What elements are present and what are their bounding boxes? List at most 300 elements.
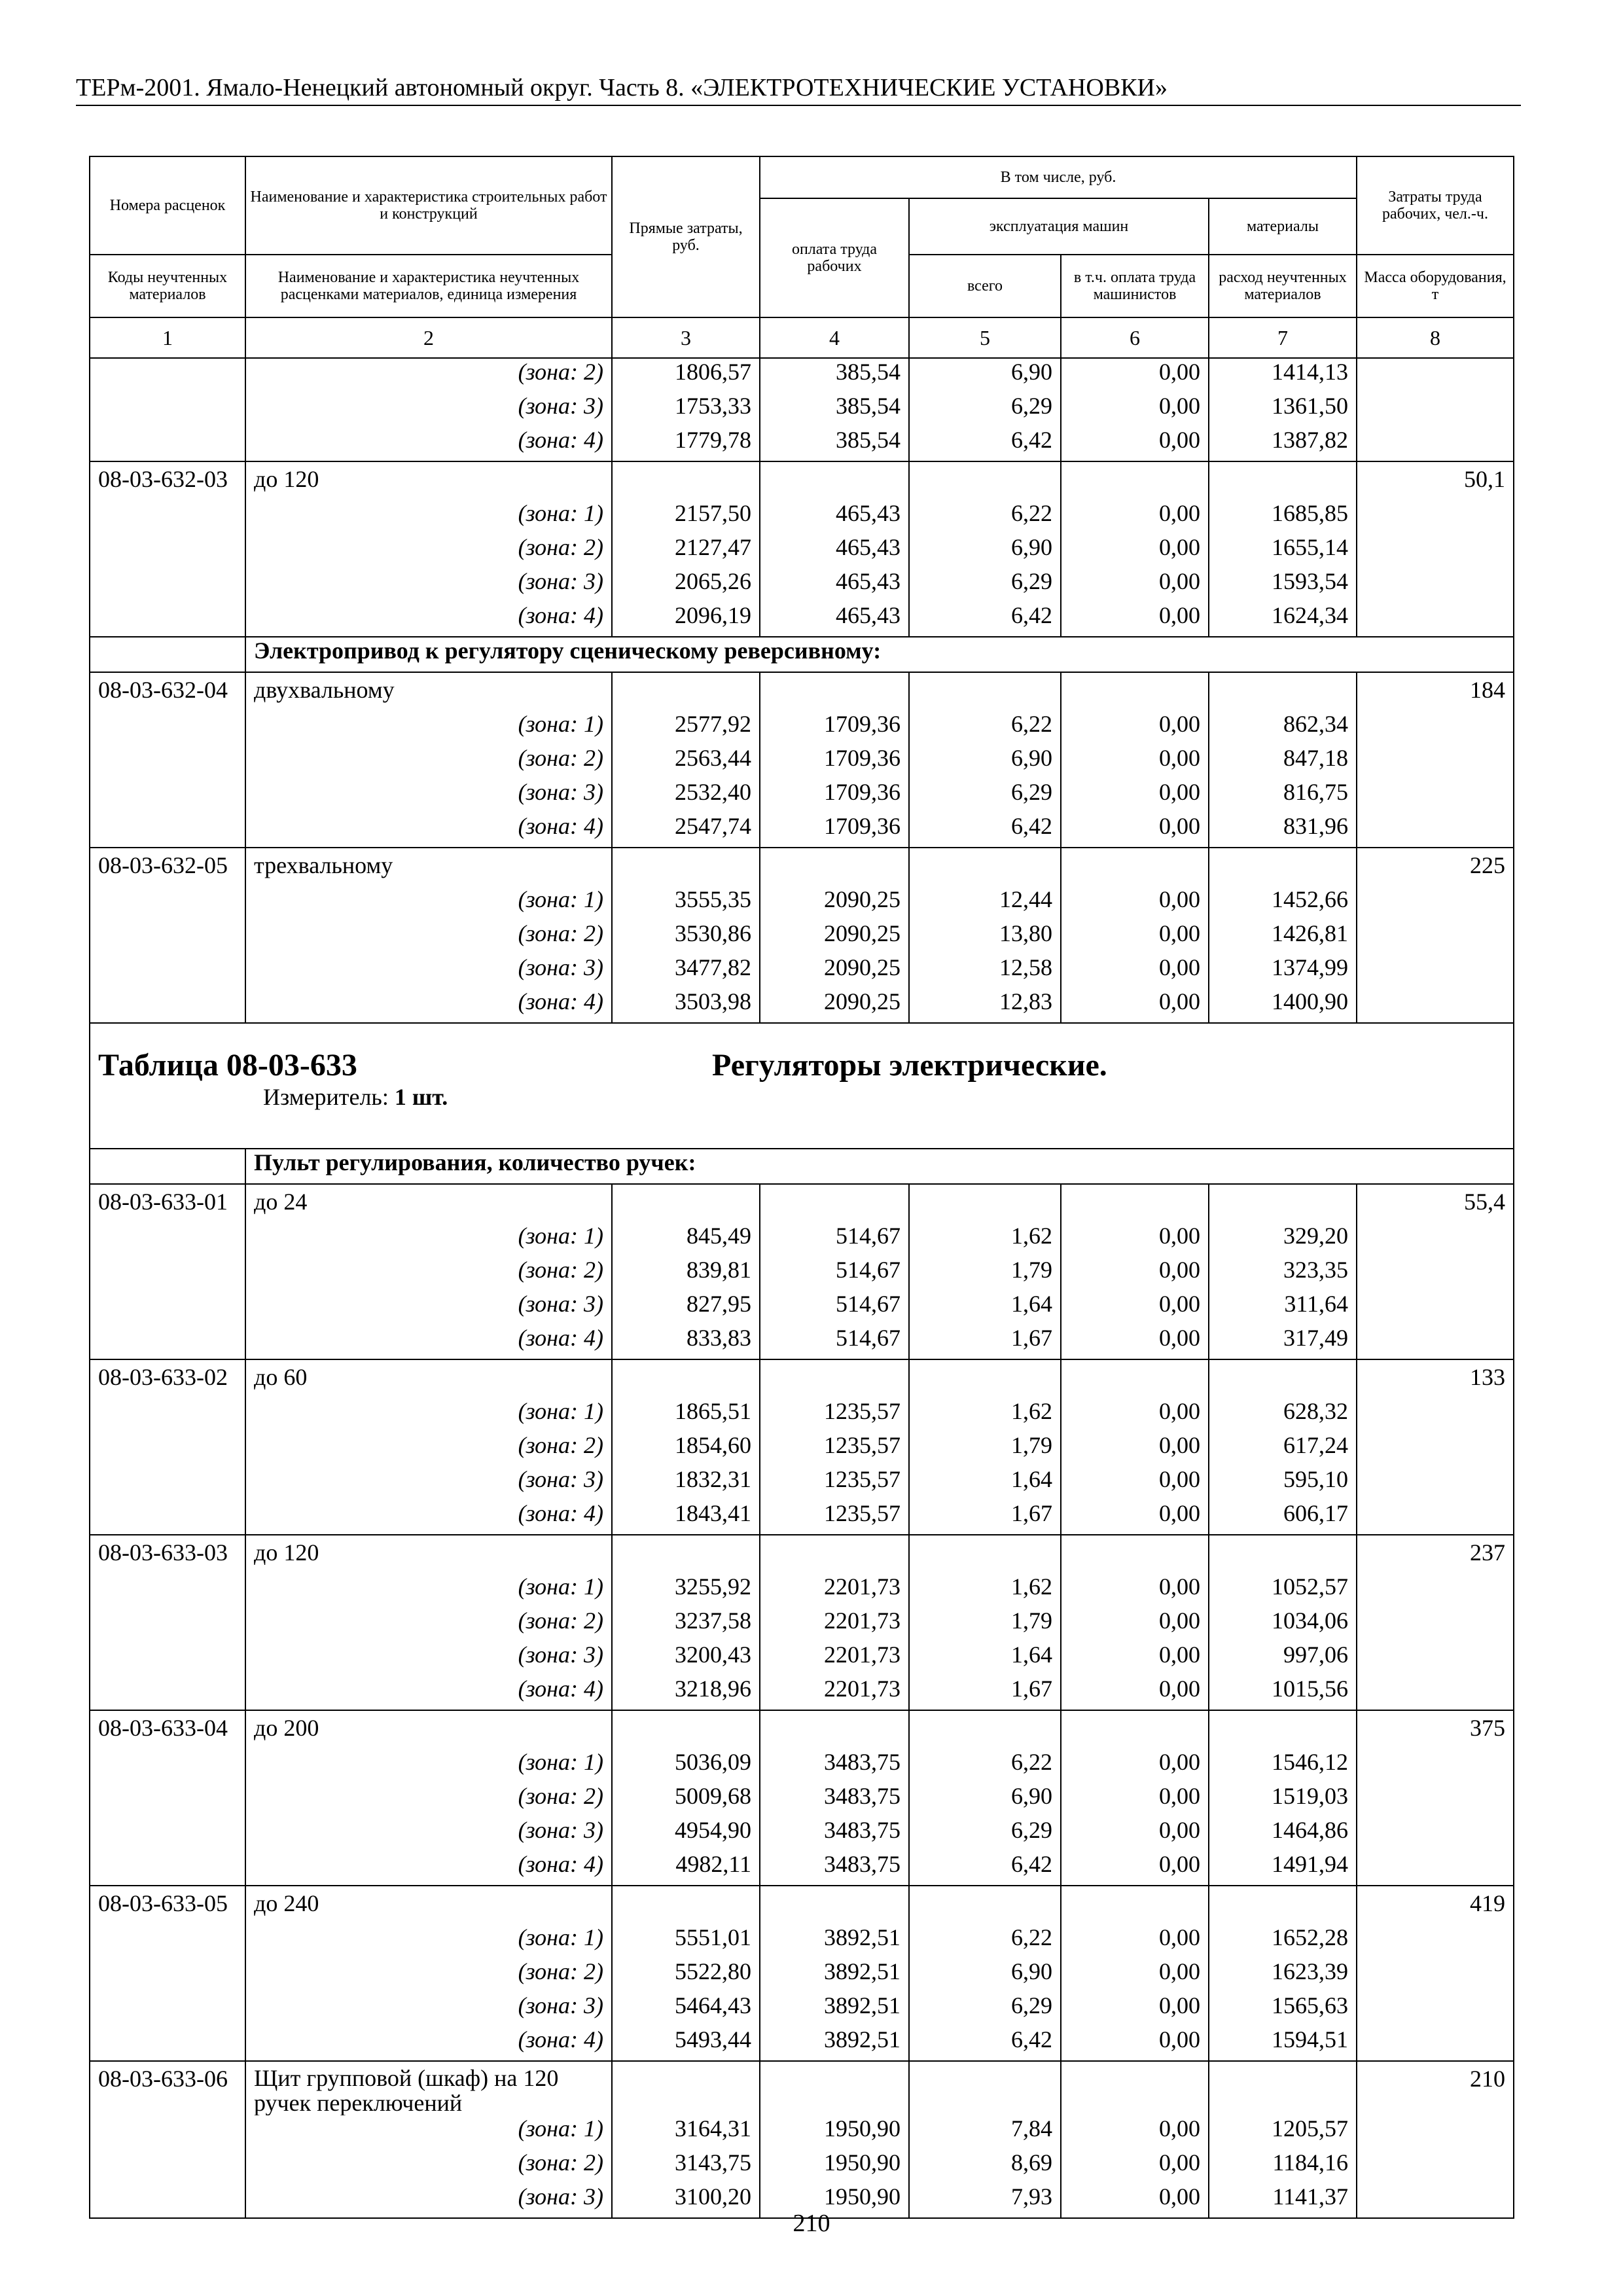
direct-costs-cell: 3237,58: [612, 1607, 760, 1641]
header-labor-pay: оплата труда рабочих: [760, 198, 909, 317]
code-cell: [90, 637, 245, 672]
machinists-pay-cell: 0,00: [1061, 1466, 1209, 1500]
code-cell: [90, 534, 245, 568]
table-body: [90, 358, 1514, 2218]
materials-cell: 1426,81: [1209, 920, 1357, 954]
materials-cell: 1052,57: [1209, 1573, 1357, 1607]
labor-hours-cell: [1357, 886, 1514, 920]
labor-pay-cell: 2201,73: [760, 1573, 909, 1607]
machines-total-cell: 6,42: [909, 1851, 1061, 1886]
zone-row: [90, 568, 1514, 602]
zone-label: (зона: 4): [245, 427, 612, 461]
zone-row: [90, 2149, 1514, 2183]
code-cell: [90, 886, 245, 920]
empty-cell: [1061, 1184, 1209, 1223]
zone-row: [90, 711, 1514, 745]
machinists-pay-cell: 0,00: [1061, 2183, 1209, 2218]
zone-row: [90, 745, 1514, 779]
meter-value: 1 шт.: [394, 1084, 448, 1110]
rate-row: [90, 848, 1514, 886]
page-header: ТЕРм-2001. Ямало-Ненецкий автономный округ. Часть 8. «ЭЛЕКТРОТЕХНИЧЕСКИЕ УСТАНОВКИ»: [76, 73, 1521, 106]
rate-code: 08-03-633-04: [90, 1710, 245, 1749]
table-title-row: [90, 1023, 1514, 1149]
code-cell: [90, 1149, 245, 1184]
labor-hours-cell: [1357, 534, 1514, 568]
machines-total-cell: 13,80: [909, 920, 1061, 954]
direct-costs-cell: 5522,80: [612, 1958, 760, 1992]
zone-row: [90, 2026, 1514, 2061]
materials-cell: 1015,56: [1209, 1676, 1357, 1710]
machinists-pay-cell: 0,00: [1061, 2026, 1209, 2061]
empty-cell: [1061, 848, 1209, 886]
rate-code: 08-03-632-05: [90, 848, 245, 886]
empty-cell: [909, 1535, 1061, 1573]
table-name: Регуляторы электрические.: [712, 1048, 1107, 1083]
code-cell: [90, 1641, 245, 1676]
machines-total-cell: 1,67: [909, 1500, 1061, 1535]
machines-total-cell: 7,84: [909, 2115, 1061, 2149]
direct-costs-cell: 2065,26: [612, 568, 760, 602]
machinists-pay-cell: 0,00: [1061, 711, 1209, 745]
empty-cell: [760, 1359, 909, 1398]
materials-cell: 831,96: [1209, 813, 1357, 848]
rate-description: до 24: [245, 1184, 612, 1223]
materials-cell: 1141,37: [1209, 2183, 1357, 2218]
zone-row: [90, 1325, 1514, 1359]
labor-pay-cell: 2090,25: [760, 920, 909, 954]
meter-label: Измеритель:: [263, 1084, 389, 1110]
zone-label: (зона: 1): [245, 500, 612, 534]
direct-costs-cell: 1753,33: [612, 393, 760, 427]
labor-hours-cell: [1357, 1958, 1514, 1992]
zone-row: [90, 534, 1514, 568]
empty-cell: [612, 1535, 760, 1573]
labor-hours-cell: [1357, 988, 1514, 1023]
machinists-pay-cell: 0,00: [1061, 1291, 1209, 1325]
machines-total-cell: 7,93: [909, 2183, 1061, 2218]
machinists-pay-cell: 0,00: [1061, 1958, 1209, 1992]
empty-cell: [909, 1886, 1061, 1924]
code-cell: [90, 711, 245, 745]
labor-hours-cell: [1357, 1466, 1514, 1500]
zone-label: (зона: 3): [245, 954, 612, 988]
labor-pay-cell: 3892,51: [760, 1992, 909, 2026]
header-work-name: Наименование и характеристика строительных работ и конструкций: [245, 156, 612, 255]
direct-costs-cell: 2563,44: [612, 745, 760, 779]
labor-hours-cell: [1357, 1500, 1514, 1535]
labor-hours-cell: [1357, 2149, 1514, 2183]
header-equipment-mass: Масса оборудования, т: [1357, 255, 1514, 317]
direct-costs-cell: 3200,43: [612, 1641, 760, 1676]
rate-row: [90, 1886, 1514, 1924]
rate-description: до 60: [245, 1359, 612, 1398]
machinists-pay-cell: 0,00: [1061, 1325, 1209, 1359]
empty-cell: [909, 461, 1061, 500]
machinists-pay-cell: 0,00: [1061, 602, 1209, 637]
machines-total-cell: 6,22: [909, 500, 1061, 534]
labor-pay-cell: 3483,75: [760, 1783, 909, 1817]
labor-hours-cell: [1357, 1257, 1514, 1291]
machines-total-cell: 6,29: [909, 393, 1061, 427]
labor-pay-cell: 465,43: [760, 568, 909, 602]
rate-row: [90, 1359, 1514, 1398]
machines-total-cell: 1,64: [909, 1466, 1061, 1500]
column-number: 1: [90, 317, 245, 358]
machines-total-cell: 12,83: [909, 988, 1061, 1023]
empty-cell: [1209, 672, 1357, 711]
zone-row: [90, 393, 1514, 427]
code-cell: [90, 1924, 245, 1958]
zone-label: (зона: 1): [245, 886, 612, 920]
machinists-pay-cell: 0,00: [1061, 988, 1209, 1023]
table-label: Таблица 08-03-633: [98, 1048, 357, 1083]
machinists-pay-cell: 0,00: [1061, 1257, 1209, 1291]
zone-label: (зона: 4): [245, 1851, 612, 1886]
zone-row: [90, 602, 1514, 637]
code-cell: [90, 427, 245, 461]
machines-total-cell: 6,90: [909, 534, 1061, 568]
code-cell: [90, 1573, 245, 1607]
zone-row: [90, 1783, 1514, 1817]
group-title-drive: Электропривод к регулятору сценическому реверсивному:: [245, 637, 1514, 672]
materials-cell: 595,10: [1209, 1466, 1357, 1500]
zone-label: (зона: 4): [245, 813, 612, 848]
rate-description: трехвальному: [245, 848, 612, 886]
direct-costs-cell: 1806,57: [612, 358, 760, 393]
labor-pay-cell: 1235,57: [760, 1500, 909, 1535]
materials-cell: 1565,63: [1209, 1992, 1357, 2026]
zone-row: [90, 920, 1514, 954]
empty-cell: [1209, 1710, 1357, 1749]
materials-cell: 1034,06: [1209, 1607, 1357, 1641]
machinists-pay-cell: 0,00: [1061, 779, 1209, 813]
zone-row: [90, 358, 1514, 393]
rate-row: [90, 1710, 1514, 1749]
materials-cell: 323,35: [1209, 1257, 1357, 1291]
zone-row: [90, 500, 1514, 534]
labor-hours-cell: [1357, 954, 1514, 988]
materials-cell: 606,17: [1209, 1500, 1357, 1535]
zone-label: (зона: 4): [245, 602, 612, 637]
zone-label: (зона: 3): [245, 1817, 612, 1851]
machinists-pay-cell: 0,00: [1061, 1783, 1209, 1817]
machines-total-cell: 6,29: [909, 1817, 1061, 1851]
code-cell: [90, 1325, 245, 1359]
empty-cell: [760, 672, 909, 711]
zone-row: [90, 1500, 1514, 1535]
labor-hours-cell: [1357, 813, 1514, 848]
materials-cell: 628,32: [1209, 1398, 1357, 1432]
labor-hours-cell: [1357, 1223, 1514, 1257]
group-title-panel: Пульт регулирования, количество ручек:: [245, 1149, 1514, 1184]
rate-description: двухвальному: [245, 672, 612, 711]
materials-cell: 997,06: [1209, 1641, 1357, 1676]
page-number: 210: [793, 2210, 830, 2237]
column-number: 5: [909, 317, 1061, 358]
labor-pay-cell: 514,67: [760, 1223, 909, 1257]
machinists-pay-cell: 0,00: [1061, 2149, 1209, 2183]
labor-hours-value: 55,4: [1357, 1184, 1514, 1223]
direct-costs-cell: 3164,31: [612, 2115, 760, 2149]
empty-cell: [1061, 2061, 1209, 2115]
labor-hours-cell: [1357, 568, 1514, 602]
code-cell: [90, 2149, 245, 2183]
zone-label: (зона: 4): [245, 1500, 612, 1535]
zone-row: [90, 1992, 1514, 2026]
labor-hours-cell: [1357, 1398, 1514, 1432]
direct-costs-cell: 845,49: [612, 1223, 760, 1257]
zone-label: (зона: 4): [245, 988, 612, 1023]
labor-hours-cell: [1357, 602, 1514, 637]
column-number: 7: [1209, 317, 1357, 358]
zone-label: (зона: 2): [245, 534, 612, 568]
direct-costs-cell: 3218,96: [612, 1676, 760, 1710]
machinists-pay-cell: 0,00: [1061, 813, 1209, 848]
zone-label: (зона: 1): [245, 1223, 612, 1257]
labor-pay-cell: 1950,90: [760, 2149, 909, 2183]
machinists-pay-cell: 0,00: [1061, 1607, 1209, 1641]
machinists-pay-cell: 0,00: [1061, 1749, 1209, 1783]
labor-pay-cell: 514,67: [760, 1291, 909, 1325]
empty-cell: [1209, 461, 1357, 500]
labor-hours-cell: [1357, 1749, 1514, 1783]
zone-label: (зона: 4): [245, 1325, 612, 1359]
code-cell: [90, 1466, 245, 1500]
labor-pay-cell: 3483,75: [760, 1851, 909, 1886]
empty-cell: [1209, 1184, 1357, 1223]
direct-costs-cell: 5464,43: [612, 1992, 760, 2026]
machines-total-cell: 12,44: [909, 886, 1061, 920]
zone-row: [90, 1223, 1514, 1257]
labor-pay-cell: 3892,51: [760, 1958, 909, 1992]
rate-row: [90, 1535, 1514, 1573]
direct-costs-cell: 4954,90: [612, 1817, 760, 1851]
zone-label: (зона: 2): [245, 1257, 612, 1291]
machinists-pay-cell: 0,00: [1061, 1676, 1209, 1710]
empty-cell: [612, 672, 760, 711]
code-cell: [90, 1817, 245, 1851]
zone-label: (зона: 3): [245, 568, 612, 602]
zone-label: (зона: 1): [245, 2115, 612, 2149]
materials-cell: 1519,03: [1209, 1783, 1357, 1817]
code-cell: [90, 1607, 245, 1641]
empty-cell: [1209, 1535, 1357, 1573]
empty-cell: [612, 848, 760, 886]
zone-label: (зона: 2): [245, 920, 612, 954]
labor-hours-cell: [1357, 358, 1514, 393]
rate-row: [90, 672, 1514, 711]
labor-hours-cell: [1357, 2026, 1514, 2061]
table-header: [90, 156, 1514, 358]
zone-row: [90, 1924, 1514, 1958]
direct-costs-cell: 833,83: [612, 1325, 760, 1359]
labor-hours-cell: [1357, 779, 1514, 813]
labor-hours-value: 210: [1357, 2061, 1514, 2115]
direct-costs-cell: 3503,98: [612, 988, 760, 1023]
zone-label: (зона: 2): [245, 1432, 612, 1466]
machinists-pay-cell: 0,00: [1061, 358, 1209, 393]
labor-pay-cell: 385,54: [760, 358, 909, 393]
labor-pay-cell: 2201,73: [760, 1676, 909, 1710]
machines-total-cell: 1,67: [909, 1325, 1061, 1359]
zone-label: (зона: 2): [245, 1958, 612, 1992]
labor-hours-cell: [1357, 427, 1514, 461]
materials-cell: 1205,57: [1209, 2115, 1357, 2149]
header-material-names: Наименование и характеристика неучтенных расценками материалов, единица измерения: [245, 255, 612, 317]
zone-label: (зона: 2): [245, 358, 612, 393]
materials-cell: 1685,85: [1209, 500, 1357, 534]
labor-pay-cell: 2201,73: [760, 1607, 909, 1641]
column-number: 6: [1061, 317, 1209, 358]
labor-hours-value: 184: [1357, 672, 1514, 711]
labor-pay-cell: 1709,36: [760, 745, 909, 779]
header-material-codes: Коды неучтенных материалов: [90, 255, 245, 317]
labor-pay-cell: 3483,75: [760, 1817, 909, 1851]
empty-cell: [1209, 2061, 1357, 2115]
machines-total-cell: 6,22: [909, 1749, 1061, 1783]
materials-cell: 1593,54: [1209, 568, 1357, 602]
labor-pay-cell: 2090,25: [760, 954, 909, 988]
empty-cell: [760, 1710, 909, 1749]
empty-cell: [1209, 1359, 1357, 1398]
zone-row: [90, 1257, 1514, 1291]
labor-hours-cell: [1357, 920, 1514, 954]
labor-hours-value: 133: [1357, 1359, 1514, 1398]
labor-pay-cell: 1950,90: [760, 2183, 909, 2218]
labor-pay-cell: 1950,90: [760, 2115, 909, 2149]
labor-hours-value: 419: [1357, 1886, 1514, 1924]
rate-description: до 120: [245, 1535, 612, 1573]
empty-cell: [760, 1886, 909, 1924]
zone-row: [90, 1466, 1514, 1500]
header-direct-costs: Прямые затраты, руб.: [612, 156, 760, 317]
machines-total-cell: 8,69: [909, 2149, 1061, 2183]
machinists-pay-cell: 0,00: [1061, 1573, 1209, 1607]
machines-total-cell: 1,64: [909, 1291, 1061, 1325]
table-title-cell: [90, 1023, 1514, 1149]
direct-costs-cell: 1843,41: [612, 1500, 760, 1535]
materials-cell: 1546,12: [1209, 1749, 1357, 1783]
table-meter: [98, 1084, 1505, 1110]
direct-costs-cell: 3530,86: [612, 920, 760, 954]
code-cell: [90, 568, 245, 602]
group-row: [90, 1149, 1514, 1184]
header-materials: материалы: [1209, 198, 1357, 255]
header-machinists-pay: в т.ч. оплата труда машинистов: [1061, 255, 1209, 317]
header-including: В том числе, руб.: [760, 156, 1357, 198]
materials-cell: 1623,39: [1209, 1958, 1357, 1992]
labor-pay-cell: 514,67: [760, 1325, 909, 1359]
zone-label: (зона: 4): [245, 1676, 612, 1710]
machinists-pay-cell: 0,00: [1061, 886, 1209, 920]
zone-row: [90, 886, 1514, 920]
rate-row: [90, 461, 1514, 500]
zone-row: [90, 1958, 1514, 1992]
column-number: 4: [760, 317, 909, 358]
direct-costs-cell: 839,81: [612, 1257, 760, 1291]
zone-row: [90, 1641, 1514, 1676]
code-cell: [90, 358, 245, 393]
machinists-pay-cell: 0,00: [1061, 2115, 1209, 2149]
rate-code: 08-03-633-01: [90, 1184, 245, 1223]
zone-row: [90, 813, 1514, 848]
code-cell: [90, 1432, 245, 1466]
rate-code: 08-03-633-02: [90, 1359, 245, 1398]
direct-costs-cell: 4982,11: [612, 1851, 760, 1886]
empty-cell: [909, 672, 1061, 711]
price-table: [89, 156, 1514, 2219]
code-cell: [90, 920, 245, 954]
zone-label: (зона: 3): [245, 393, 612, 427]
empty-cell: [760, 1535, 909, 1573]
labor-hours-value: 50,1: [1357, 461, 1514, 500]
materials-cell: 862,34: [1209, 711, 1357, 745]
materials-cell: 617,24: [1209, 1432, 1357, 1466]
machines-total-cell: 1,79: [909, 1257, 1061, 1291]
zone-label: (зона: 1): [245, 1924, 612, 1958]
direct-costs-cell: 827,95: [612, 1291, 760, 1325]
labor-pay-cell: 385,54: [760, 393, 909, 427]
code-cell: [90, 745, 245, 779]
machinists-pay-cell: 0,00: [1061, 1432, 1209, 1466]
empty-cell: [1061, 1359, 1209, 1398]
zone-label: (зона: 1): [245, 711, 612, 745]
code-cell: [90, 2115, 245, 2149]
empty-cell: [612, 1886, 760, 1924]
code-cell: [90, 1500, 245, 1535]
materials-cell: 1464,86: [1209, 1817, 1357, 1851]
materials-cell: 847,18: [1209, 745, 1357, 779]
rate-code: 08-03-633-05: [90, 1886, 245, 1924]
empty-cell: [612, 1710, 760, 1749]
machines-total-cell: 6,90: [909, 1958, 1061, 1992]
empty-cell: [909, 1359, 1061, 1398]
zone-row: [90, 1398, 1514, 1432]
labor-pay-cell: 465,43: [760, 500, 909, 534]
empty-cell: [1061, 1886, 1209, 1924]
labor-pay-cell: 514,67: [760, 1257, 909, 1291]
labor-pay-cell: 3483,75: [760, 1749, 909, 1783]
materials-cell: 1184,16: [1209, 2149, 1357, 2183]
column-numbers-row: [90, 317, 1514, 358]
zone-row: [90, 1749, 1514, 1783]
zone-row: [90, 427, 1514, 461]
machinists-pay-cell: 0,00: [1061, 1398, 1209, 1432]
machinists-pay-cell: 0,00: [1061, 1924, 1209, 1958]
zone-label: (зона: 2): [245, 2149, 612, 2183]
empty-cell: [1209, 1886, 1357, 1924]
machinists-pay-cell: 0,00: [1061, 1500, 1209, 1535]
labor-hours-cell: [1357, 1291, 1514, 1325]
labor-hours-value: 225: [1357, 848, 1514, 886]
empty-cell: [760, 461, 909, 500]
direct-costs-cell: 1865,51: [612, 1398, 760, 1432]
zone-label: (зона: 3): [245, 1992, 612, 2026]
direct-costs-cell: 1832,31: [612, 1466, 760, 1500]
direct-costs-cell: 5036,09: [612, 1749, 760, 1783]
labor-hours-cell: [1357, 1992, 1514, 2026]
machinists-pay-cell: 0,00: [1061, 427, 1209, 461]
code-cell: [90, 500, 245, 534]
code-cell: [90, 1398, 245, 1432]
zone-label: (зона: 1): [245, 1398, 612, 1432]
column-number: 3: [612, 317, 760, 358]
empty-cell: [1061, 1535, 1209, 1573]
rate-code: 08-03-632-03: [90, 461, 245, 500]
labor-hours-cell: [1357, 2115, 1514, 2149]
column-number: 8: [1357, 317, 1514, 358]
zone-label: (зона: 3): [245, 1291, 612, 1325]
